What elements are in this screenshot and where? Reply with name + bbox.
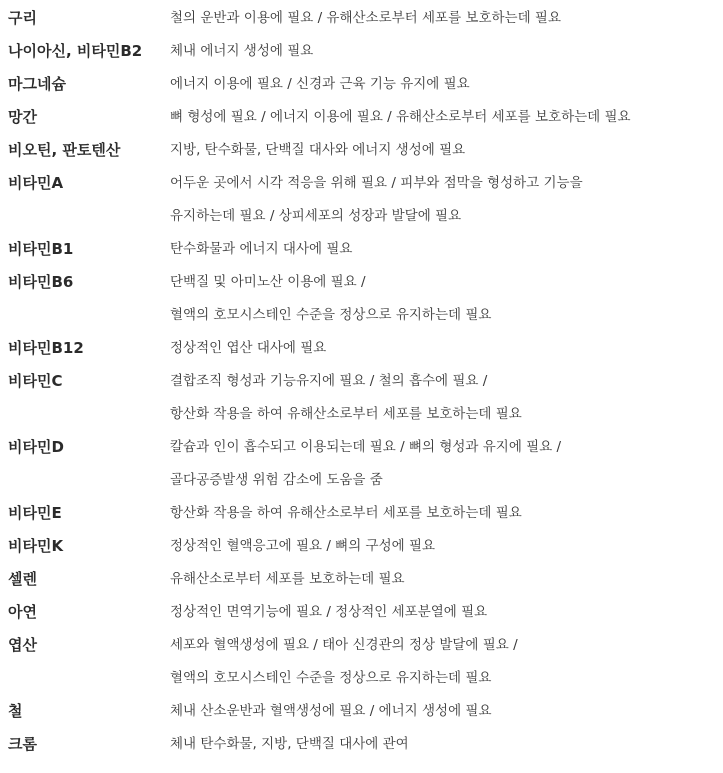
description-line: 체내 산소운반과 혈액생성에 필요 / 에너지 생성에 필요 xyxy=(170,703,492,719)
nutrient-row xyxy=(0,233,723,266)
nutrient-description xyxy=(170,431,723,497)
nutrient-description xyxy=(170,167,723,233)
description-line: 정상적인 혈액응고에 필요 / 뼈의 구성에 필요 xyxy=(170,538,436,554)
nutrient-description xyxy=(170,2,723,35)
nutrient-description xyxy=(170,266,723,332)
nutrient-name: 엽산 xyxy=(8,636,37,654)
nutrient-row xyxy=(0,134,723,167)
description-line: 세포와 혈액생성에 필요 / 태아 신경관의 정상 발달에 필요 / xyxy=(170,637,518,653)
nutrient-row xyxy=(0,101,723,134)
nutrient-name: 크롬 xyxy=(8,735,37,753)
nutrient-description xyxy=(170,563,723,596)
nutrient-description xyxy=(170,68,723,101)
description-line: 단백질 및 아미노산 이용에 필요 / xyxy=(170,274,366,290)
nutrient-row xyxy=(0,629,723,695)
description-line: 체내 탄수화물, 지방, 단백질 대사에 관여 xyxy=(170,736,409,752)
nutrient-name: 셀렌 xyxy=(8,570,37,588)
description-line: 철의 운반과 이용에 필요 / 유해산소로부터 세포를 보호하는데 필요 xyxy=(170,10,561,26)
nutrient-description xyxy=(170,530,723,563)
description-line: 혈액의 호모시스테인 수준을 정상으로 유지하는데 필요 xyxy=(170,307,492,323)
nutrient-row xyxy=(0,431,723,497)
description-line: 항산화 작용을 하여 유해산소로부터 세포를 보호하는데 필요 xyxy=(170,505,522,521)
nutrient-description xyxy=(170,629,723,695)
description-line: 항산화 작용을 하여 유해산소로부터 세포를 보호하는데 필요 xyxy=(170,406,522,422)
description-line: 어두운 곳에서 시각 적응을 위해 필요 / 피부와 점막을 형성하고 기능을 xyxy=(170,175,583,191)
nutrient-row xyxy=(0,167,723,233)
nutrient-name: 비타민E xyxy=(8,504,62,522)
nutrient-description xyxy=(170,332,723,365)
nutrient-row xyxy=(0,728,723,761)
nutrient-row xyxy=(0,596,723,629)
nutrient-row xyxy=(0,332,723,365)
nutrient-row xyxy=(0,35,723,68)
nutrient-row xyxy=(0,2,723,35)
nutrient-row xyxy=(0,68,723,101)
nutrient-description xyxy=(170,728,723,761)
nutrient-name: 마그네슘 xyxy=(8,75,66,93)
nutrient-name: 비타민B6 xyxy=(8,273,74,291)
nutrient-name: 비오틴, 판토텐산 xyxy=(8,141,121,159)
nutrient-name: 비타민C xyxy=(8,372,63,390)
nutrient-row xyxy=(0,530,723,563)
nutrient-name: 비타민B12 xyxy=(8,339,84,357)
description-line: 유해산소로부터 세포를 보호하는데 필요 xyxy=(170,571,405,587)
nutrient-name: 나이아신, 비타민B2 xyxy=(8,42,143,60)
description-line: 체내 에너지 생성에 필요 xyxy=(170,43,314,59)
description-line: 칼슘과 인이 흡수되고 이용되는데 필요 / 뼈의 형성과 유지에 필요 / xyxy=(170,439,562,455)
nutrient-description xyxy=(170,101,723,134)
nutrient-description xyxy=(170,596,723,629)
description-line: 골다공증발생 위험 감소에 도움을 줌 xyxy=(170,472,383,488)
description-line: 결합조직 형성과 기능유지에 필요 / 철의 흡수에 필요 / xyxy=(170,373,488,389)
nutrient-description xyxy=(170,365,723,431)
nutrient-name: 비타민D xyxy=(8,438,64,456)
description-line: 유지하는데 필요 / 상피세포의 성장과 발달에 필요 xyxy=(170,208,462,224)
nutrient-row xyxy=(0,365,723,431)
description-line: 탄수화물과 에너지 대사에 필요 xyxy=(170,241,353,257)
nutrient-row xyxy=(0,266,723,332)
description-line: 정상적인 면역기능에 필요 / 정상적인 세포분열에 필요 xyxy=(170,604,488,620)
nutrient-description xyxy=(170,695,723,728)
nutrient-name: 비타민A xyxy=(8,174,64,192)
description-line: 에너지 이용에 필요 / 신경과 근육 기능 유지에 필요 xyxy=(170,76,470,92)
nutrient-name: 철 xyxy=(8,702,23,720)
description-line: 지방, 탄수화물, 단백질 대사와 에너지 생성에 필요 xyxy=(170,142,466,158)
nutrient-description xyxy=(170,233,723,266)
nutrient-name: 아연 xyxy=(8,603,37,621)
nutrient-row xyxy=(0,695,723,728)
nutrient-row xyxy=(0,563,723,596)
description-line: 혈액의 호모시스테인 수준을 정상으로 유지하는데 필요 xyxy=(170,670,492,686)
nutrient-name: 비타민B1 xyxy=(8,240,74,258)
nutrient-name: 망간 xyxy=(8,108,37,126)
nutrient-description xyxy=(170,35,723,68)
description-line: 정상적인 엽산 대사에 필요 xyxy=(170,340,327,356)
nutrient-description xyxy=(170,134,723,167)
nutrient-description xyxy=(170,497,723,530)
description-line: 뼈 형성에 필요 / 에너지 이용에 필요 / 유해산소로부터 세포를 보호하는데 필요 xyxy=(170,109,631,125)
nutrient-name: 구리 xyxy=(8,9,37,27)
nutrient-name: 비타민K xyxy=(8,537,64,555)
nutrient-row xyxy=(0,497,723,530)
